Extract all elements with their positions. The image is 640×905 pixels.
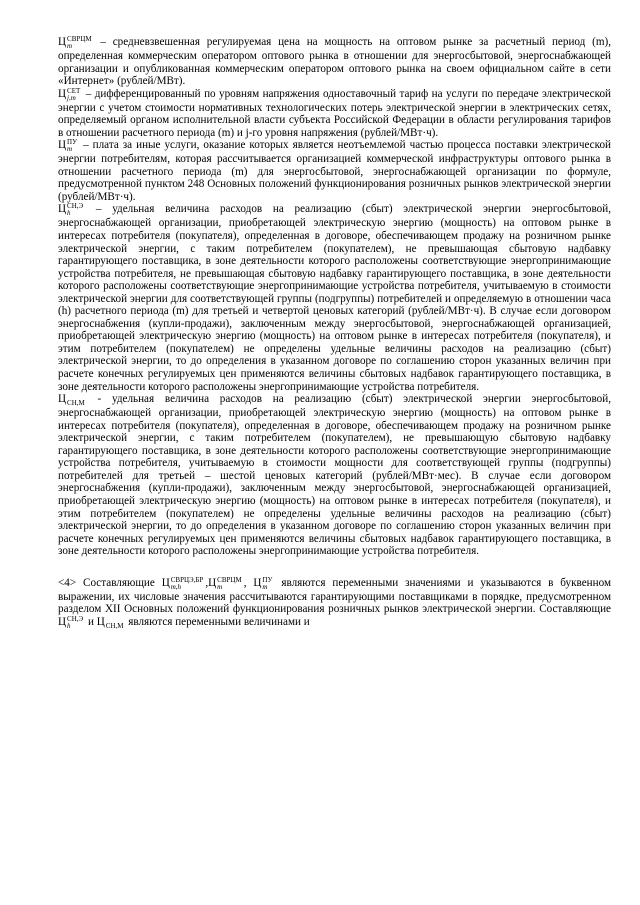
formula-symbol: [97, 616, 126, 628]
symbol-subscript: h: [67, 621, 71, 630]
document-page: [58, 36, 611, 630]
definition-paragraph-5: [58, 393, 611, 558]
footnote-text: являются переменными значениями и указываются в буквенном выражении, их числовые значения рассчитываются гарантирующими поставщиками в порядке, предусмотренном разделом XII Основных положений функционирования розничных рынков электрической энергии. Составляющие: [58, 576, 612, 616]
symbol-superscript: СЕТ: [67, 86, 81, 95]
symbol-superscript: СН,М: [67, 399, 85, 408]
symbol-subscript: m: [67, 42, 73, 50]
symbol-base: Ц: [161, 576, 170, 589]
symbol-subscript: m,h: [170, 582, 182, 591]
symbol-base: Ц: [253, 576, 262, 589]
definition-text: – средневзвешенная регулируемая цена на мощность на оптовом рынке за расчетный период (m), определенная коммерческим оператором оптового рынка в отношении для энергосбытовой, энергоснабжающей организации и опубликованная коммерческим оператором оптового рынка на своем официальном сайте в сети «Интернет» (рублей/МВт).: [58, 36, 611, 88]
symbol-superscript: ПУ: [67, 138, 78, 147]
symbol-base: Ц: [96, 615, 105, 628]
separator: ,: [243, 576, 254, 589]
symbol-superscript: СВРЦЭ,БР: [170, 575, 204, 584]
symbol-subscript: m: [262, 582, 268, 591]
formula-symbol: [58, 88, 82, 100]
footnote-lead: <4> Составляющие: [58, 576, 162, 589]
symbol-superscript: ПУ: [262, 575, 273, 584]
symbol-superscript: СН,Э: [67, 614, 84, 623]
symbol-subscript: m: [217, 582, 223, 591]
formula-symbol: [58, 616, 85, 628]
formula-symbol: [58, 36, 94, 48]
definition-text: – плата за иные услуги, оказание которых является неотъемлемой частью процесса поставки электрической энергии потребителям, которая рассчитывается организацией коммерческой инфраструктуры оптового рынка в отношении расчетного периода (m) для энергосбытовой, энергоснабжающей организации по формуле, предусмотренной пунктом 248 Основных положений функционирования розничных рынков электрической энергии (рублей/МВт·ч).: [58, 139, 611, 203]
symbol-base: Ц: [58, 87, 67, 100]
symbol-base: Ц: [58, 139, 67, 152]
symbol-subscript: j,m: [67, 93, 76, 102]
symbol-subscript: m: [67, 145, 73, 154]
symbol-superscript: СВРЦМ: [67, 35, 92, 43]
definition-paragraph-2: [58, 88, 611, 140]
definition-paragraph-1: [58, 36, 611, 88]
separator: ,: [205, 576, 209, 589]
definition-paragraph-3: [58, 139, 611, 203]
symbol-base: Ц: [58, 393, 67, 406]
definition-text: - удельная величина расходов на реализацию (сбыт) электрической энергии энергосбытовой, энергоснабжающей организации, приобретающей электрическую энергию (мощность) на оптовом рынке в интересах потребителя (покупателя), определенная в договоре, обеспечивающем продажу на розничном рынке электрической энергии, с таким потребителем (покупателем), не превышающую сбытовую надбавку гарантирующего поставщика, в зоне деятельности которого расположены соответствующие энергопринимающие устройства потребителя, учитываемую в стоимости мощности для соответствующей группы (подгруппы) потребителей для третьей – шестой ценовых категорий (рублей/МВт·мес). В случае если договором энергоснабжения (купли-продажи), заключенным между энергосбытовой, энергоснабжающей организацией, приобретающей электрическую энергию (мощность) на оптовом рынке в интересах потребителя (покупателя), и этим потребителем (покупателем) не определены удельные величины расходов на реализацию (сбыт) электрической энергии, то до определения в указанном договоре по соглашению сторон указанных величин при расчете конечных регулируемых цен применяются величины сбытовых надбавок гарантирующего поставщика, в зоне деятельности которого расположены энергопринимающие устройства потребителя.: [58, 393, 611, 558]
definition-text: – дифференцированный по уровням напряжения одноставочный тариф на услуги по передаче электрической энергии с учетом стоимости нормативных технологических потерь электрической энергии в электрических сетях, определяемый органом исполнительной власти субъекта Российской Федерации в области регулирования тарифов в отношении расчетного периода (m) и j-го уровня напряжения (рублей/МВт·ч).: [58, 87, 611, 139]
symbol-superscript: СН,Э: [67, 202, 84, 211]
formula-symbol: [208, 577, 244, 589]
symbol-superscript: СН,М: [105, 621, 124, 630]
formula-symbol: [58, 393, 87, 408]
symbol-subscript: h: [67, 209, 71, 218]
formula-symbol: [253, 577, 274, 589]
symbol-base: Ц: [58, 203, 67, 216]
definition-text: – удельная величина расходов на реализацию (сбыт) электрической энергии энергосбытовой, энергоснабжающей организации, приобретающей электрическую энергию (мощность) на оптовом рынке в интересах потребителя (покупателя), определенная в договоре, обеспечивающем продажу на розничном рынке электрической энергии, с таким потребителем (покупателем), не превышающая сбытовую надбавку гарантирующего поставщика, в зоне деятельности которого расположены соответствующие энергопринимающие устройства потребителя, не превышающая сбытовую надбавку гарантирующего поставщика, в зоне деятельности которого расположены соответствующие энергопринимающие устройства потребителя, учитываемую в стоимости электрической энергии для соответствующей группы (подгруппы) потребителей и определяемую в отношении часа (h) расчетного периода (m) для третьей и четвертой ценовых категорий (рублей/МВт·ч). В случае если договором энергоснабжения (купли-продажи), заключенным между энергосбытовой, энергоснабжающей организацией, приобретающей электрическую энергию (мощность) на оптовом рынке в интересах потребителя (покупателя), и этим потребителем (покупателем) не определены удельные величины расходов на реализацию (сбыт) электрической энергии, то до определения в указанном договоре по соглашению сторон указанных величин при расчете конечных регулируемых цен применяются величины сбытовых надбавок гарантирующего поставщика, в зоне деятельности которого расположены энергопринимающие устройства потребителя.: [58, 203, 611, 393]
symbol-superscript: СВРЦМ: [217, 575, 242, 584]
conjunction: и: [85, 615, 97, 628]
footnote-paragraph: [58, 577, 611, 630]
formula-symbol: [58, 202, 85, 218]
formula-symbol: [58, 138, 79, 154]
symbol-base: Ц: [58, 36, 67, 48]
footnote-tail: являются переменными величинами и: [125, 615, 310, 628]
symbol-base: Ц: [208, 576, 217, 589]
definition-paragraph-4: [58, 203, 611, 393]
paragraph-gap: [58, 558, 611, 577]
formula-symbol: [161, 575, 209, 591]
symbol-base: Ц: [58, 615, 67, 628]
